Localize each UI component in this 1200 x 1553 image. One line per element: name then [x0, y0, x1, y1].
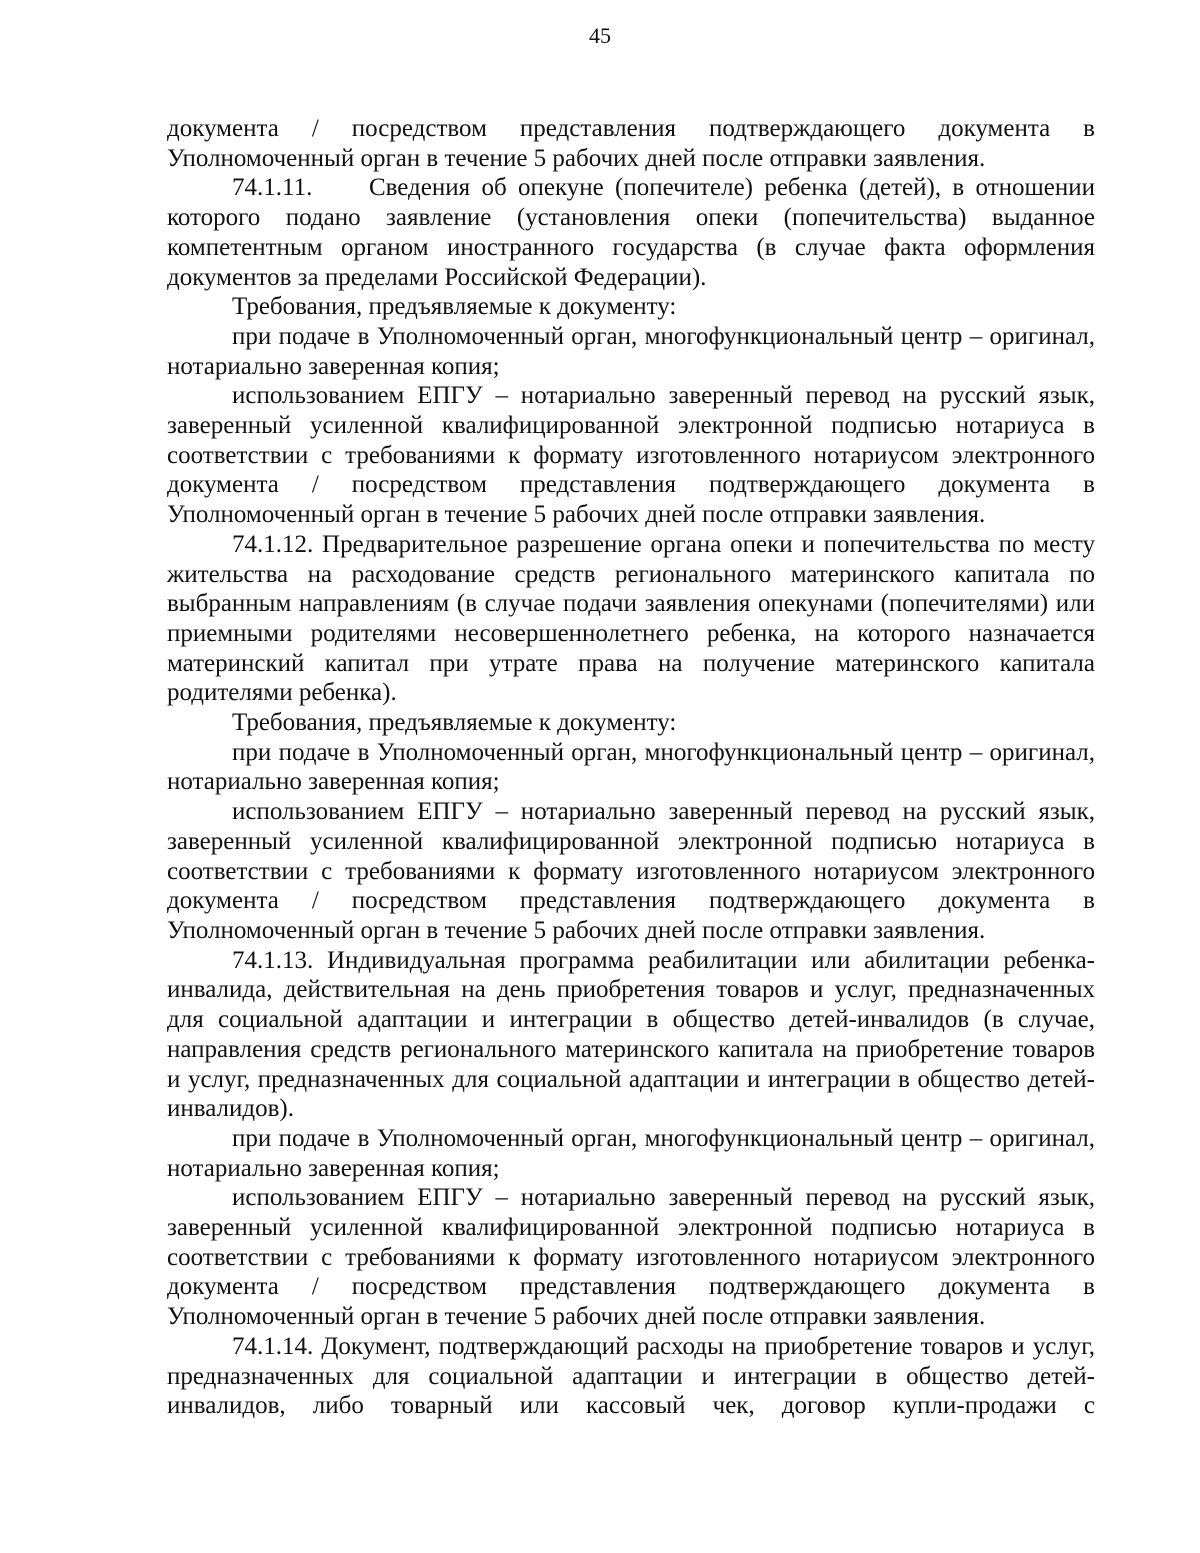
paragraph-requirements-heading: Требования, предъявляемые к документу:: [232, 709, 677, 737]
paragraph-submission-in-person: при подаче в Уполномоченный орган, многофункциональный центр – оригинал, нотариально заверенная копия;: [167, 1124, 1095, 1182]
paragraph-continuation: документа / посредством представления подтверждающего документа в Уполномоченный орган в течение 5 рабочих дней после отправки заявления.: [167, 115, 1095, 172]
document-body: [167, 114, 1095, 1421]
paragraph-requirements-heading: Требования, предъявляемые к документу:: [232, 293, 677, 321]
page-number: 45: [589, 23, 611, 48]
paragraph-74-1-11: 74.1.11. Сведения об опекуне (попечителе) ребенка (детей), в отношении которого подано заявление (установления опеки (попечительства) выданное компетентным органом иностранного государства (в случае факта оформления документов за пределами Российской Федерации).: [167, 174, 1095, 291]
paragraph-submission-in-person: при подаче в Уполномоченный орган, многофункциональный центр – оригинал, нотариально заверенная копия;: [167, 322, 1095, 380]
paragraph-submission-epgu: использованием ЕПГУ – нотариально заверенный перевод на русский язык, заверенный усиленной квалифицированной электронной подписью нотариуса в соответствии с требованиями к формату изготовленного нотариусом электронного документа / посредством представления подтверждающего документа в Уполномоченный орган в течение 5 рабочих дней после отправки заявления.: [167, 1184, 1095, 1331]
paragraph-submission-epgu: использованием ЕПГУ – нотариально заверенный перевод на русский язык, заверенный усиленной квалифицированной электронной подписью нотариуса в соответствии с требованиями к формату изготовленного нотариусом электронного документа / посредством представления подтверждающего документа в Уполномоченный орган в течение 5 рабочих дней после отправки заявления.: [167, 382, 1095, 529]
paragraph-74-1-14: 74.1.14. Документ, подтверждающий расходы на приобретение товаров и услуг, предназначенных для социальной адаптации и интеграции в общество детей-инвалидов, либо товарный или кассовый чек, договор купли-продажи с: [167, 1332, 1095, 1420]
paragraph-74-1-12: 74.1.12. Предварительное разрешение органа опеки и попечительства по месту жительства на расходование средств регионального материнского капитала по выбранным направлениям (в случае подачи заявления опекунами (попечителями) или приемными родителями несовершеннолетнего ребенка, на которого назначается материнский капитал при утрате права на получение материнского капитала родителями ребенка).: [167, 530, 1095, 707]
paragraph-submission-epgu: использованием ЕПГУ – нотариально заверенный перевод на русский язык, заверенный усиленной квалифицированной электронной подписью нотариуса в соответствии с требованиями к формату изготовленного нотариусом электронного документа / посредством представления подтверждающего документа в Уполномоченный орган в течение 5 рабочих дней после отправки заявления.: [167, 798, 1095, 944]
paragraph-submission-in-person: при подаче в Уполномоченный орган, многофункциональный центр – оригинал, нотариально заверенная копия;: [167, 738, 1095, 796]
paragraph-74-1-13: 74.1.13. Индивидуальная программа реабилитации или абилитации ребенка-инвалида, действительная на день приобретения товаров и услуг, предназначенных для социальной адаптации и интеграции в общество детей-инвалидов (в случае, направления средств регионального материнского капитала на приобретение товаров и услуг, предназначенных для социальной адаптации и интеграции в общество детей-инвалидов).: [167, 946, 1095, 1123]
